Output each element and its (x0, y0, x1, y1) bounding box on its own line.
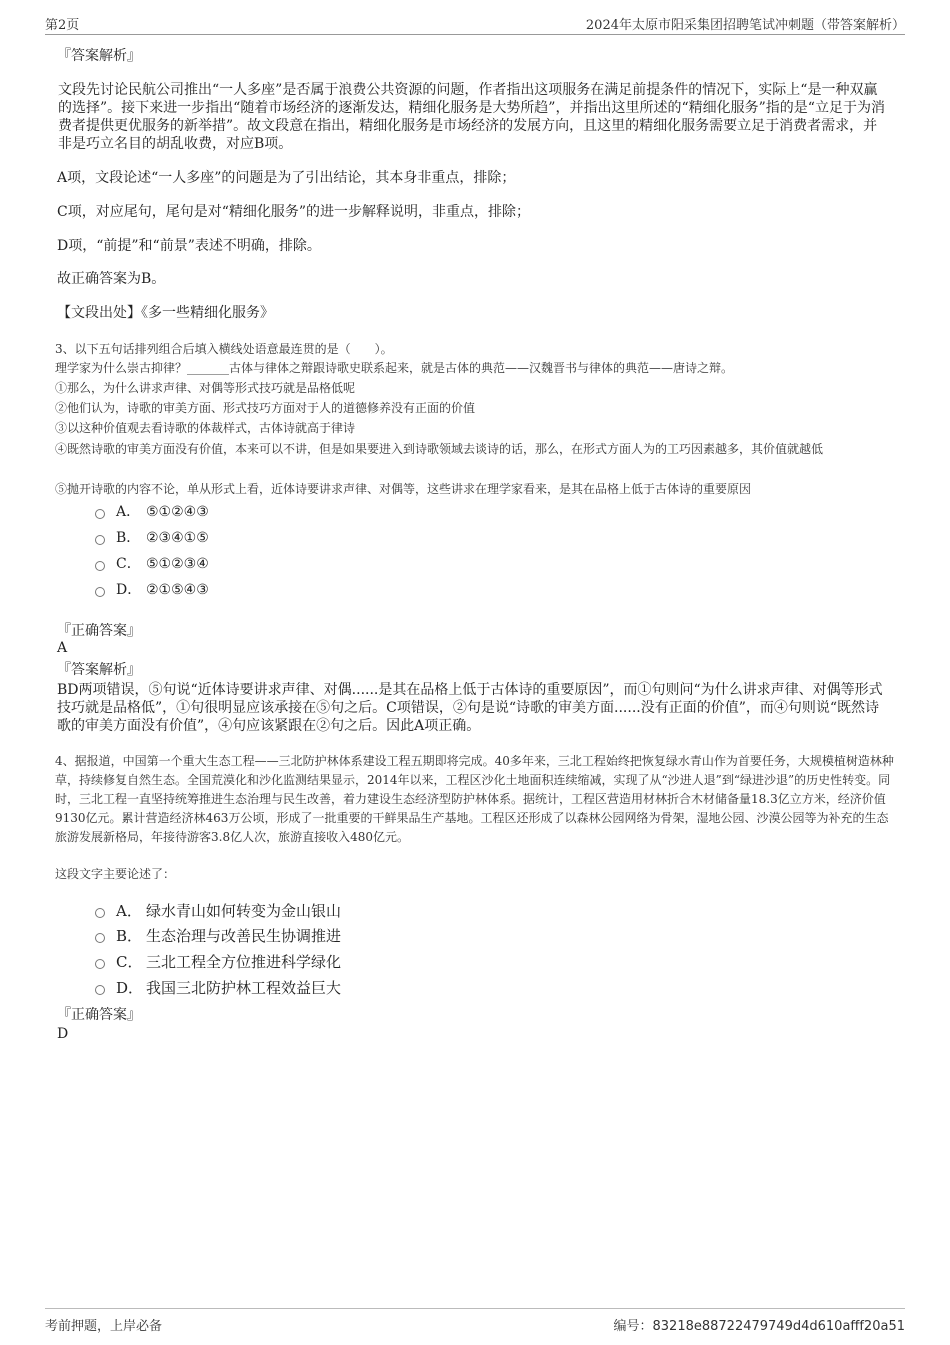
q3-sentence-1: ①那么，为什么讲求声律、对偶等形式技巧就是品格低呢 (55, 381, 356, 395)
page-footer (45, 1308, 905, 1337)
document-code: 83218e88722479749d4d610afff20a51 (652, 1319, 905, 1334)
q3-option-a[interactable]: A． ⑤①②④③ (95, 503, 209, 521)
q2-a-note: A项，文段论述“一人多座”的问题是为了引出结论，其本身非重点，排除； (57, 170, 516, 186)
q4-stem: 4、据报道，中国第一个重大生态工程——三北防护林体系建设工程五期即将完成。40多年来，三北工程始终把恢复绿水青山作为首要任务，大规模植树造林种草，持续修复自然生态。全国荒漠化和沙化监测结果显示，2014年以来，工程区沙化土地面积连续缩减，实现了从“沙进人退”到“绿进沙退”的历史性转变。同时，三北工程一直坚持统筹推进生态治理与民生改善，着力建设生态经济型防护林体系。据统计，工程区营造用材林折合木材储备量18.3亿立方米，经济价值9130亿元。累计营造经济林463万公顷，形成了一批重要的干鲜果品生产基地。工程区还形成了以森林公园网络为骨架，湿地公园、沙漠公园等为补充的生态旅游发展新格局，年接待游客3.8亿人次，旅游直接收入480亿元。 (55, 754, 894, 844)
q4-answer-label: 『正确答案』 (57, 1007, 141, 1023)
q3-line1: 理学家为什么崇古抑律？_______古体与律体之辩跟诗歌史联系起来，就是古体的典范——汉魏晋书与律体的典范——唐诗之辩。 (55, 361, 734, 375)
radio-icon[interactable] (95, 587, 105, 597)
q4-answer: D (57, 1026, 69, 1042)
q4-question: 这段文字主要论述了： (55, 867, 176, 881)
q3-answer-label: 『正确答案』 (57, 623, 141, 639)
q4-option-a[interactable]: A． 绿水青山如何转变为金山银山 (95, 902, 341, 920)
page-header (45, 12, 905, 35)
q3-sentence-3: ③以这种价值观去看诗歌的体裁样式，古体诗就高于律诗 (55, 421, 356, 435)
page-number: 第2页 (45, 18, 80, 33)
q4-option-b[interactable]: B． 生态治理与改善民生协调推进 (95, 927, 341, 945)
footer-code: 编号：83218e88722479749d4d610afff20a51 (613, 1319, 905, 1334)
radio-icon[interactable] (95, 561, 105, 571)
radio-icon[interactable] (95, 509, 105, 519)
radio-icon[interactable] (95, 959, 105, 969)
q4-option-d[interactable]: D． 我国三北防护林工程效益巨大 (95, 979, 341, 997)
q2-c-note: C项，对应尾句，尾句是对“精细化服务”的进一步解释说明，非重点，排除； (57, 204, 531, 220)
q3-option-c[interactable]: C． ⑤①②③④ (95, 555, 209, 573)
q2-d-note: D项，“前提”和“前景”表述不明确，排除。 (57, 238, 321, 254)
q4-option-c[interactable]: C． 三北工程全方位推进科学绿化 (95, 953, 341, 971)
radio-icon[interactable] (95, 908, 105, 918)
q3-analysis-label: 『答案解析』 (57, 662, 141, 678)
q3-stem: 3、以下五句话排列组合后填入横线处语意最连贯的是（ ）。 (55, 342, 393, 356)
radio-icon[interactable] (95, 933, 105, 943)
q2-conclusion: 故正确答案为B。 (57, 271, 166, 287)
footer-slogan: 考前押题，上岸必备 (45, 1319, 163, 1334)
q3-option-b[interactable]: B． ②③④①⑤ (95, 529, 209, 547)
q2-source: 【文段出处】《多一些精细化服务》 (57, 305, 274, 321)
q3-sentence-4: ④既然诗歌的审美方面没有价值，本来可以不讲，但是如果要进入到诗歌领域去谈诗的话，那么，在形式方面人为的工巧因素越多，其价值就越低 (55, 442, 824, 456)
q2-analysis-label: 『答案解析』 (57, 48, 141, 64)
q3-sentence-5: ⑤抛开诗歌的内容不论，单从形式上看，近体诗要讲求声律、对偶等，这些讲求在理学家看来，是其在品格上低于古体诗的重要原因 (55, 482, 752, 496)
q2-analysis-text: 文段先讨论民航公司推出“一人多座”是否属于浪费公共资源的问题，作者指出这项服务在满足前提条件的情况下，实际上“是一种双赢的选择”。接下来进一步指出“随着市场经济的逐渐发达，精细化服务是大势所趋”，并指出这里所述的“精细化服务”指的是“立足于为消费者提供更优服务的新举措”。故文段意在指出，精细化服务是市场经济的发展方向，且这里的精细化服务需要立足于消费者需求，并非是巧立名目的胡乱收费，对应B项。 (58, 82, 885, 152)
q3-sentence-2: ②他们认为，诗歌的审美方面、形式技巧方面对于人的道德修养没有正面的价值 (55, 401, 476, 415)
q3-analysis-text: BD两项错误，⑤句说“近体诗要讲求声律、对偶......是其在品格上低于古体诗的重要原因”，而①句则问“为什么讲求声律、对偶等形式技巧就是品格低”，①句很明显应该承接在⑤句之后。C项错误，②句是说“诗歌的审美方面......没有正面的价值”，而④句则说“既然诗歌的审美方面没有价值”，④句应该紧跟在②句之后。因此A项正确。 (57, 682, 883, 734)
q3-answer: A (57, 640, 68, 656)
document-title: 2024年太原市阳采集团招聘笔试冲刺题（带答案解析） (585, 18, 905, 33)
radio-icon[interactable] (95, 985, 105, 995)
radio-icon[interactable] (95, 535, 105, 545)
q3-option-d[interactable]: D． ②①⑤④③ (95, 581, 209, 599)
